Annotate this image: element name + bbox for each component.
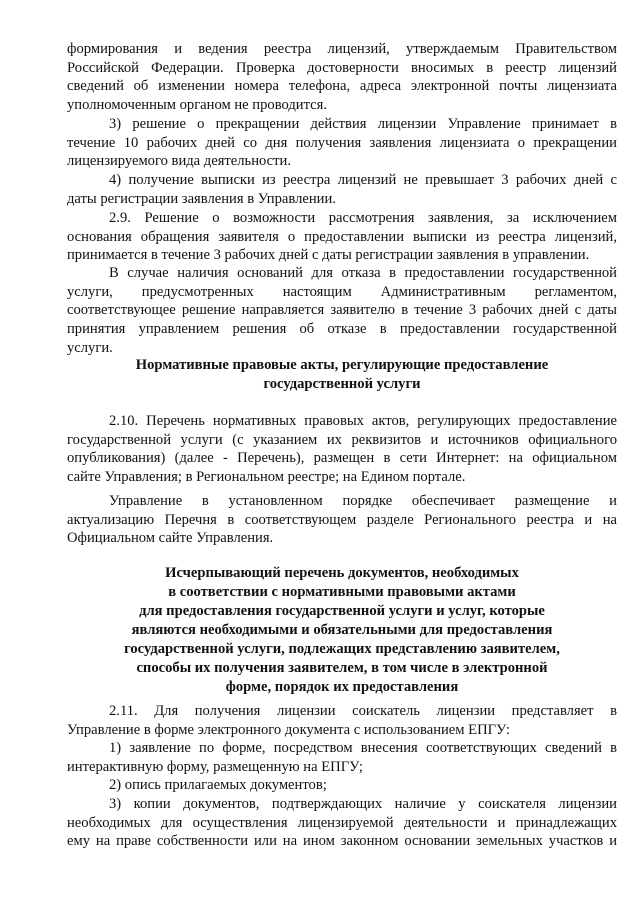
text-line: принятия управлением решения об отказе в предоставлении государственной bbox=[67, 321, 617, 338]
paragraph-2-11 bbox=[67, 702, 617, 739]
text-line: 2.9. Решение о возможности рассмотрения заявления, за исключением bbox=[109, 210, 617, 226]
text-line: государственной услуги (с указанием их реквизитов и источников официального bbox=[67, 431, 617, 448]
text-line: формирования и ведения реестра лицензий, утверждаемым Правительством bbox=[67, 41, 617, 57]
text-line: сайте Управления; в Региональном реестре; на Едином портале. bbox=[67, 469, 466, 486]
text-line: соответствующее решение направляется заявителю в течение 3 рабочих дней с даты bbox=[67, 302, 617, 319]
text-line: основания обращения заявителя о предоставлении выписки из реестра лицензий, bbox=[67, 228, 617, 245]
text-line: 2.10. Перечень нормативных правовых актов, регулирующих предоставление bbox=[109, 413, 617, 429]
heading-line: являются необходимыми и обязательными для предоставления bbox=[131, 622, 553, 638]
heading-line: государственной услуги, подлежащих представлению заявителем, bbox=[124, 641, 560, 657]
text-line: Управление в установленном порядке обеспечивает размещение и bbox=[109, 493, 617, 509]
text-line: 2.11. Для получения лицензии соискатель лицензии представляет в bbox=[109, 703, 617, 719]
text-line: принимается в течение 3 рабочих дней с даты регистрации заявления в управлении. bbox=[67, 247, 590, 264]
text-line: 4) получение выписки из реестра лицензий не превышает 3 рабочих дней с bbox=[109, 172, 617, 188]
section-heading-documents bbox=[67, 564, 617, 697]
paragraph-item-2 bbox=[67, 776, 617, 795]
paragraph-item-1 bbox=[67, 739, 617, 776]
text-line: 2) опись прилагаемых документов; bbox=[109, 777, 327, 793]
paragraph-2-9 bbox=[67, 209, 617, 265]
heading-line: государственной услуги bbox=[263, 376, 421, 392]
text-line: опубликования) (далее - Перечень), размещен в сети Интернет: на официальном bbox=[67, 450, 617, 467]
text-line: лицензируемого вида деятельности. bbox=[67, 153, 291, 170]
heading-line: форме, порядок их предоставления bbox=[225, 679, 459, 695]
text-line: актуализацию Перечня в соответствующем разделе Регионального реестра и на bbox=[67, 511, 617, 528]
text-line: уполномоченным органом не проводится. bbox=[67, 97, 328, 114]
heading-line: для предоставления государственной услуги и услуг, которые bbox=[139, 603, 545, 619]
paragraph-item-3 bbox=[67, 115, 617, 171]
paragraph-item-4 bbox=[67, 171, 617, 208]
text-line: В случае наличия оснований для отказа в предоставлении государственной bbox=[109, 265, 617, 281]
heading-line: Нормативные правовые акты, регулирующие предоставление bbox=[135, 357, 549, 373]
heading-line: Исчерпывающий перечень документов, необходимых bbox=[165, 565, 519, 581]
text-line: Официальном сайте Управления. bbox=[67, 530, 274, 547]
text-line: даты регистрации заявления в Управлении. bbox=[67, 190, 336, 207]
paragraph-registry-check bbox=[67, 40, 617, 115]
text-line: 3) копии документов, подтверждающих наличие у соискателя лицензии bbox=[109, 796, 617, 812]
text-line: сведений об изменении номера телефона, адреса электронной почты лицензиата bbox=[67, 78, 617, 95]
text-line: течение 10 рабочих дней со дня получения заявления лицензиата о прекращении bbox=[67, 134, 617, 151]
text-line: Управление в форме электронного документа с использованием ЕПГУ: bbox=[67, 721, 510, 738]
text-line: ему на праве собственности или на ином законном основании земельных участков и bbox=[67, 833, 617, 850]
paragraph-refusal bbox=[67, 264, 617, 358]
heading-line: способы их получения заявителем, в том числе в электронной bbox=[136, 660, 548, 676]
text-line: интерактивную форму, размещенную на ЕПГУ; bbox=[67, 758, 363, 775]
heading-line: в соответствии с нормативными правовыми актами bbox=[168, 584, 516, 600]
text-line: Российской Федерации. Проверка достоверности вносимых в реестр лицензий bbox=[67, 59, 617, 76]
text-line: услуги, предусмотренных настоящим Административным регламентом, bbox=[67, 283, 617, 300]
paragraph-2-10 bbox=[67, 412, 617, 487]
text-line: 3) решение о прекращении действия лицензии Управление принимает в bbox=[109, 116, 617, 132]
paragraph-item-3-copies bbox=[67, 795, 617, 851]
section-heading-legal-acts bbox=[67, 356, 617, 394]
paragraph-list-update bbox=[67, 492, 617, 548]
text-line: услуги. bbox=[67, 339, 113, 356]
text-line: необходимых для осуществления лицензируемой деятельности и принадлежащих bbox=[67, 814, 617, 831]
text-line: 1) заявление по форме, посредством внесения соответствующих сведений в bbox=[109, 740, 617, 756]
